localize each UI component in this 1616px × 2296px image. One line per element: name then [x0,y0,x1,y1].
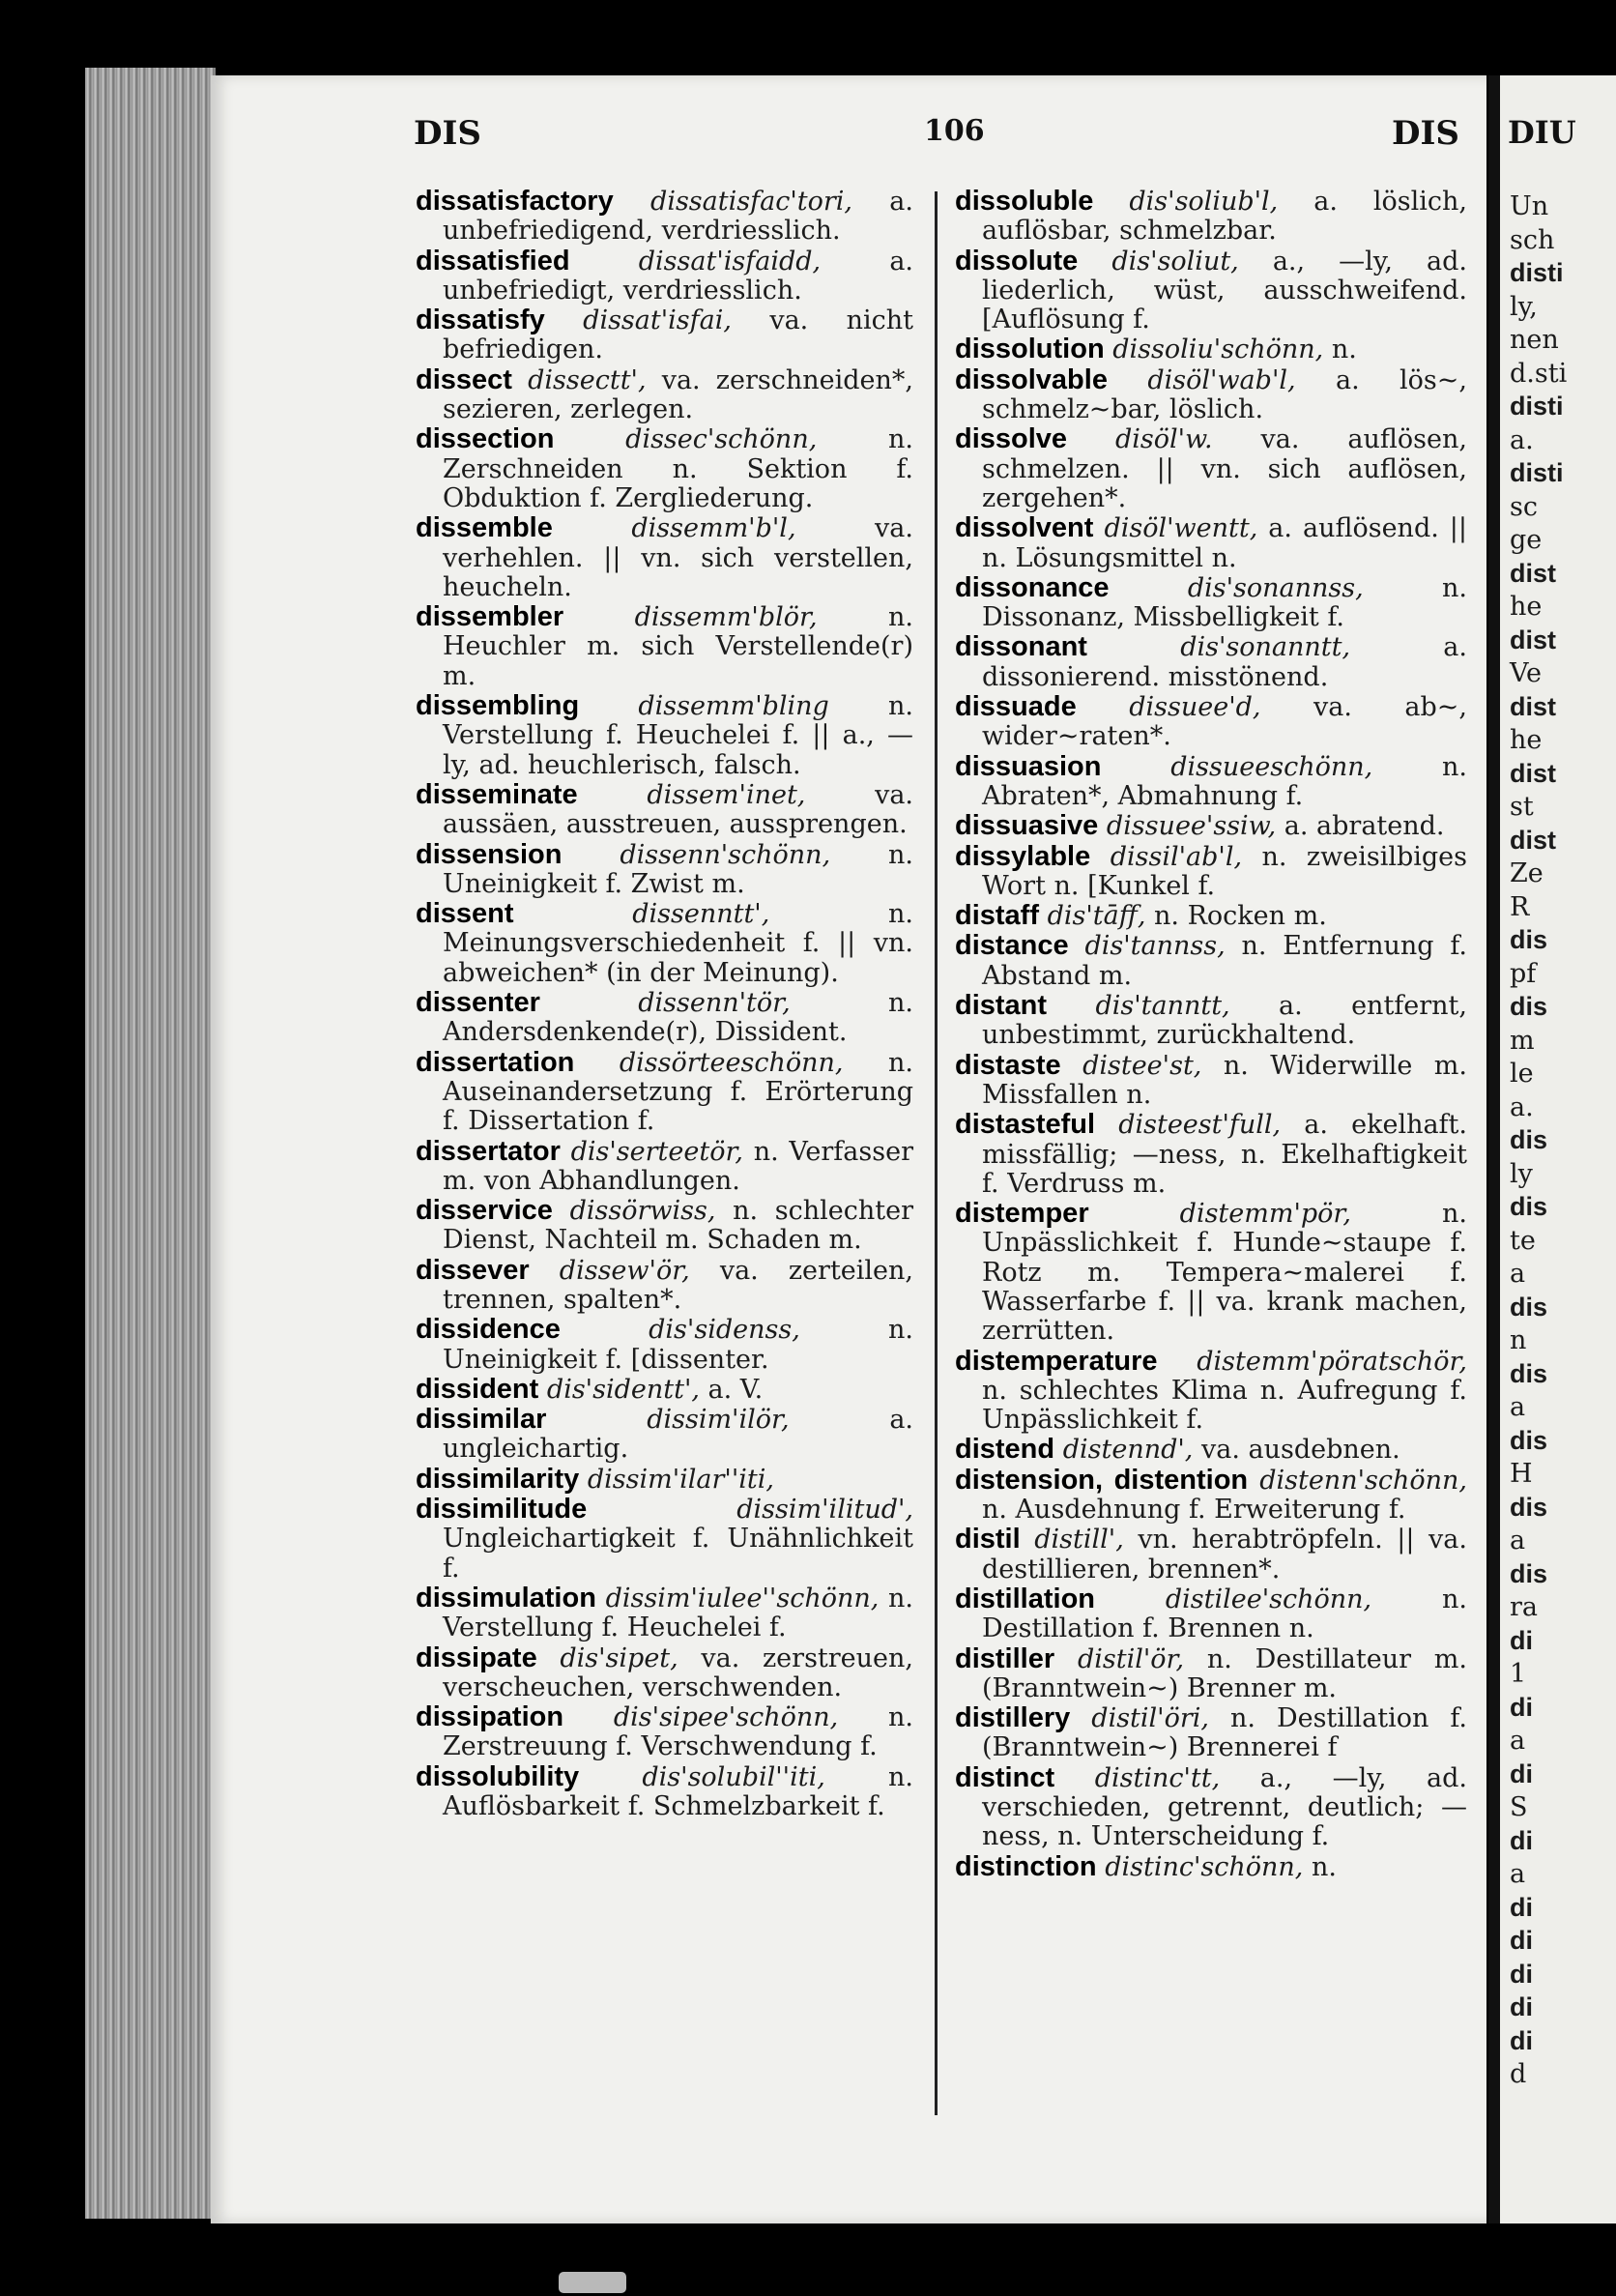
pronunciation: dissemm'bling [638,691,829,722]
pronunciation: distil'ör, [1077,1643,1185,1674]
next-page-line: sc [1510,491,1538,522]
headword: dissection [416,423,555,455]
dictionary-entry [955,424,1467,513]
headword: dissertation [416,1046,575,1078]
next-page-line: ly, [1510,291,1538,322]
next-page-line: 1 [1510,1659,1527,1689]
definition: a., —ly, ad. verschieden, getrennt, deutlich; —ness, n. Unterscheidung f. [982,1762,1468,1852]
book-page-edges [85,68,216,2219]
pronunciation: distemm'pör, [1179,1199,1351,1230]
next-page-line: H [1510,1459,1533,1489]
next-page-line: pf [1510,958,1537,989]
dictionary-entry [416,247,913,306]
headword: dissolution [955,334,1105,365]
dictionary-entry [416,1465,913,1495]
dictionary-entry [416,1584,913,1643]
definition: a. unbefriedigt, verdriesslich. [443,246,913,305]
dictionary-entry [416,1405,913,1465]
next-page-line: di [1510,1992,1533,2021]
column-divider [935,191,938,2115]
pronunciation: dissenn'tör, [638,988,791,1019]
dictionary-entry [955,991,1467,1051]
pronunciation: dissörwiss, [569,1196,716,1227]
pronunciation: dissörteeschönn, [619,1047,844,1078]
definition: n. Zerstreuung f. Verschwendung f. [443,1702,913,1762]
next-page-line: dist [1510,825,1557,855]
dictionary-entry [416,1048,913,1137]
definition: Ungleichartigkeit f. Unähnlichkeit f. [443,1524,913,1584]
dictionary-entry [955,187,1467,247]
definition: n. Andersdenkende(r), Dissident. [443,988,913,1048]
next-page-line: dis [1510,1125,1548,1154]
definition: vn. herabtröpfeln. || va. destillieren, brennen*. [982,1525,1467,1584]
pronunciation: disöl'wab'l, [1147,364,1296,395]
headword: disseminate [416,778,578,810]
headword: dissuade [955,691,1077,723]
dictionary-entry [416,1643,913,1703]
next-page-line: disti [1510,392,1564,421]
pronunciation: dissenntt', [632,899,770,930]
definition: va. ausdebnen. [1200,1435,1400,1466]
definition: va. zerstreuen, verscheuchen, verschwenden. [443,1642,913,1702]
next-page-line: dis [1510,1358,1548,1388]
dictionary-entry [955,247,1467,335]
dictionary-entry [416,899,913,988]
definition: va. aussäen, ausstreuen, aussprengen. [443,779,913,840]
left-column [416,187,913,1821]
next-page-line: d.sti [1510,358,1568,389]
definition: n. Verfasser m. von Abhandlungen. [443,1136,913,1196]
headword: dissimilar [416,1404,547,1436]
pronunciation: dissat'isfaidd, [638,246,822,276]
headword: dissembling [416,690,580,722]
headword: dissatisfy [416,305,545,336]
dictionary-entry [955,842,1467,902]
definition: n. Abraten*, Abmahnung f. [982,751,1467,811]
next-page-line: di [1510,2025,1533,2055]
definition: n. Auflösbarkeit f. Schmelzbarkeit f. [443,1761,913,1822]
next-page-line: dis [1510,1192,1548,1221]
pronunciation: distilee'schönn, [1165,1584,1372,1614]
definition: a. abratend. [1284,811,1445,842]
dictionary-entry [416,602,913,691]
definition: a. ekelhaft. missfällig; —ness, n. Ekelhaftigkeit f. Verdruss m. [982,1110,1467,1199]
headword: dissimilarity [416,1463,580,1495]
dictionary-entry [955,1703,1467,1763]
pronunciation: disöl'wentt, [1104,513,1258,544]
definition: a. entfernt, unbestimmt, zurückhaltend. [982,991,1467,1051]
next-page-line: dist [1510,758,1557,788]
next-page-line: a [1510,1726,1526,1756]
dictionary-entry [416,1256,913,1316]
definition: n. zweisilbiges Wort n. [Kunkel f. [982,841,1467,901]
headword: dissipation [416,1701,564,1733]
definition: n. Auseinandersetzung f. Erörterung f. Dissertation f. [443,1047,913,1137]
headword: dissertator [416,1135,561,1167]
definition: n. [1311,1851,1337,1882]
pronunciation: dissatisfac'tori, [650,187,852,217]
definition: a. unbefriedigend, verdriesslich. [443,187,913,247]
pronunciation: dissim'ilitud', [736,1495,913,1526]
pronunciation: dis'soliub'l, [1129,187,1279,217]
dictionary-entry [955,334,1467,364]
definition: n. Widerwille m. Missfallen n. [982,1050,1467,1110]
definition: a., —ly, ad. liederlich, wüst, ausschweifend. [Auflösung f. [982,246,1467,335]
dictionary-entry [955,1347,1467,1436]
next-page-line: di [1510,1692,1533,1722]
next-page-line: dist [1510,625,1557,654]
headword: dissemble [416,512,553,544]
headword: dissembler [416,601,564,633]
dictionary-entry [955,1199,1467,1346]
next-page-line: te [1510,1225,1536,1256]
headword: disservice [416,1195,553,1227]
next-page-line: Ze [1510,858,1544,888]
headword: distant [955,990,1048,1022]
headword: distil [955,1524,1021,1555]
next-page-line: he [1510,725,1543,755]
pronunciation: dis'sipet, [560,1642,678,1673]
headword: distaste [955,1049,1061,1081]
definition: n. Entfernung f. Abstand m. [982,931,1467,991]
headword: distasteful [955,1109,1096,1141]
dictionary-entry [416,1137,913,1197]
pronunciation: dis'sonanntt, [1180,632,1351,663]
definition: n. Heuchler m. sich Verstellende(r) m. [443,602,913,691]
pronunciation: dissuee'ssiw, [1106,811,1277,842]
definition: n. Uneinigkeit f. [dissenter. [443,1315,913,1375]
pronunciation: dis'tāff, [1047,901,1146,932]
pronunciation: dis'tanntt, [1095,991,1230,1022]
pronunciation: distemm'pöratschör, [1197,1346,1467,1377]
next-page-line: ge [1510,525,1543,555]
dictionary-entry [955,365,1467,425]
dictionary-entry [416,1375,913,1405]
pronunciation: distinc'schönn, [1105,1851,1304,1882]
dictionary-entry [955,1584,1467,1644]
headword: distend [955,1434,1055,1466]
definition: n. Dissonanz, Missbelligkeit f. [982,572,1467,633]
pronunciation: distil'öri, [1091,1703,1209,1734]
dictionary-entry [955,811,1467,841]
headword: dissension [416,838,563,870]
dictionary-entry [416,1762,913,1822]
pronunciation: dissemm'blör, [634,602,818,633]
next-page-line: disti [1510,458,1564,487]
headword: dissent [416,898,514,930]
pronunciation: distennd', [1062,1435,1194,1466]
dictionary-entry [955,1051,1467,1111]
next-page-line: di [1510,1758,1533,1788]
definition: n. Uneinigkeit f. Zwist m. [443,839,913,899]
headword: distinct [955,1761,1055,1793]
dictionary-entry [416,1196,913,1256]
next-page-line: dis [1510,1558,1548,1588]
next-page-line: di [1510,1926,1533,1955]
dictionary-entry [955,1466,1467,1526]
next-page-line: Ve [1510,658,1542,688]
pronunciation: disteest'full, [1118,1110,1282,1141]
next-page-line: le [1510,1059,1534,1089]
next-page-line: nen [1510,325,1559,355]
dictionary-entry [955,1644,1467,1704]
dictionary-entry [955,632,1467,692]
next-page-line: dist [1510,558,1557,588]
next-page-line: a. [1510,424,1534,455]
dictionary-entry [416,424,913,513]
pronunciation: disöl'w. [1115,424,1213,455]
headword: distiller [955,1642,1055,1674]
dictionary-entry [416,1315,913,1375]
next-page-fragment [1500,75,1616,2223]
next-page-line: a [1510,1392,1526,1422]
definition: va. nicht befriedigen. [443,305,913,365]
definition: a. auflösend. || n. Lösungsmittel n. [982,513,1467,573]
next-page-line: di [1510,1959,1533,1989]
next-page-line: a [1510,1259,1526,1289]
pronunciation: dis'sonannss, [1187,572,1364,603]
definition: a. dissonierend. misstönend. [982,632,1467,692]
next-page-line: dis [1510,1492,1548,1522]
definition: n. Ausdehnung f. Erweiterung f. [982,1495,1406,1526]
dictionary-entry [955,1110,1467,1199]
pronunciation: dissueeschönn, [1170,751,1373,782]
pronunciation: dis'sipee'schönn, [613,1702,839,1733]
dictionary-entry [955,1763,1467,1852]
headword: dissolute [955,245,1079,276]
next-page-line: he [1510,592,1543,622]
pronunciation: dis'sidenss, [649,1315,800,1346]
dictionary-entry [955,1525,1467,1584]
pronunciation: dissim'ilör, [647,1405,790,1436]
headword: dissolubility [416,1760,580,1792]
right-guide-word: DIS [1392,114,1459,153]
headword: dissuasion [955,750,1102,782]
next-page-line: Un [1510,191,1549,221]
scan-clip-mark [559,2272,626,2293]
dictionary-entry [416,305,913,365]
pronunciation: dis'solubil''iti, [642,1761,825,1792]
next-page-line: R [1510,891,1530,922]
next-page-line: a. [1510,1091,1534,1122]
definition: n. Meinungsverschiedenheit f. || vn. abweichen* (in der Meinung). [443,899,913,988]
headword: dissatisfactory [416,186,614,217]
headword: dissipate [416,1642,537,1673]
definition: n. [1331,334,1357,365]
next-page-line: dis [1510,925,1548,954]
dictionary-entry [955,931,1467,991]
pronunciation: dissectt', [528,364,647,395]
definition: n. Verstellung f. Heuchelei f. || a., —ly, ad. heuchlerisch, falsch. [443,691,913,780]
pronunciation: dissim'ilar''iti, [587,1464,774,1495]
dictionary-entry [955,513,1467,573]
definition: va. auflösen, schmelzen. || vn. sich auflösen, zergehen*. [982,424,1467,513]
next-page-line: dis [1510,992,1548,1021]
definition: va. ab~, wider~raten*. [982,692,1467,752]
next-page-line: di [1510,1825,1533,1855]
next-page-line: ra [1510,1592,1539,1622]
headword: dissident [416,1373,539,1405]
headword: dissonant [955,631,1087,663]
dictionary-entry [955,1435,1467,1465]
headword: dissonance [955,571,1110,603]
headword: distance [955,930,1069,962]
definition: n. Unpässlichkeit f. Hunde~staupe f. Rotz m. Tempera~malerei f. Wasserfarbe f. || va. krank machen, zerrütten. [982,1199,1467,1347]
headword: dissimulation [416,1582,596,1613]
pronunciation: dissem'inet, [647,779,806,810]
headword: dissect [416,363,512,395]
headword: distemperature [955,1345,1158,1377]
pronunciation: distenn'schönn, [1259,1465,1467,1496]
headword: dissolvent [955,512,1094,544]
next-page-line: di [1510,1892,1533,1922]
definition: n. Destillation f. (Branntwein~) Brennerei f [982,1703,1468,1763]
pronunciation: dissim'iulee''schönn, [605,1583,880,1613]
page-number: 106 [924,114,985,148]
pronunciation: dissil'ab'l, [1110,841,1243,872]
next-page-line: d [1510,2059,1527,2089]
headword: dissimilitude [416,1494,588,1526]
pronunciation: dissuee'd, [1129,692,1261,723]
pronunciation: distee'st, [1082,1050,1202,1081]
headword: distemper [955,1198,1089,1230]
dictionary-entry [416,513,913,602]
pronunciation: dissenn'schönn, [620,839,831,870]
pronunciation: dis'tannss, [1084,931,1226,962]
definition: n. Zerschneiden n. Sektion f. Obduktion f. Zergliederung. [443,424,913,513]
next-page-line: n [1510,1325,1527,1355]
dictionary-entry [416,1495,913,1584]
definition: n. Destillation f. Brennen n. [982,1584,1467,1644]
next-page-line: a [1510,1526,1526,1555]
dictionary-entry [955,573,1467,633]
definition: a. V. [707,1374,764,1405]
pronunciation: distill', [1034,1525,1124,1555]
headword: dissidence [416,1314,561,1346]
definition: va. zerschneiden*, sezieren, zerlegen. [443,364,913,425]
dictionary-entry [416,780,913,840]
definition: va. zerteilen, trennen, spalten*. [443,1255,913,1315]
headword: distillery [955,1702,1071,1734]
dictionary-entry [416,365,913,425]
definition: a. löslich, auflösbar, schmelzbar. [982,187,1467,247]
pronunciation: dissec'schönn, [625,424,818,455]
dictionary-entry [955,1852,1467,1882]
next-page-line: sch [1510,224,1555,255]
headword: dissoluble [955,186,1094,217]
definition: a. ungleichartig. [443,1405,913,1465]
next-page-guide-word: DIU [1508,114,1576,151]
headword: distinction [955,1850,1097,1882]
pronunciation: dis'sidentt', [546,1374,700,1405]
definition: va. verhehlen. || vn. sich verstellen, heucheln. [443,513,913,602]
headword: dissolvable [955,363,1108,395]
headword: distillation [955,1583,1095,1614]
pronunciation: distinc'tt, [1094,1762,1221,1793]
headword: dissenter [416,987,540,1019]
next-page-line: m [1510,1025,1535,1056]
definition: n. Verstellung f. Heuchelei f. [443,1583,913,1643]
right-column [955,187,1467,1882]
pronunciation: dissemm'b'l, [631,513,796,544]
definition: n. schlechter Dienst, Nachteil m. Schaden m. [443,1196,913,1256]
dictionary-entry [416,988,913,1048]
next-page-line: dist [1510,691,1557,721]
dictionary-entry [955,692,1467,752]
definition: n. schlechtes Klima n. Aufregung f. Unpässlichkeit f. [982,1375,1467,1436]
next-page-line: disti [1510,258,1564,287]
dictionary-entry [955,901,1467,931]
headword: distaff [955,900,1039,932]
headword: dissatisfied [416,245,570,276]
pronunciation: dis'serteetör, [570,1136,743,1167]
dictionary-entry [416,691,913,780]
definition: a. lös~, schmelz~bar, löslich. [982,364,1467,425]
headword: distension, distention [955,1464,1249,1496]
dictionary-entry [955,752,1467,812]
pronunciation: dis'soliut, [1111,246,1239,276]
next-page-line: ly [1510,1158,1533,1189]
headword: dissuasive [955,810,1099,842]
pronunciation: dissew'ör, [559,1255,690,1286]
pronunciation: dissat'isfai, [583,305,732,336]
pronunciation: dissoliu'schönn, [1112,334,1324,365]
next-page-line: st [1510,792,1534,822]
next-page-line: dis [1510,1425,1548,1455]
next-page-line: dis [1510,1292,1548,1322]
dictionary-entry [416,840,913,900]
next-page-line: a [1510,1859,1526,1889]
headword: dissylable [955,840,1091,872]
dictionary-entry [416,187,913,247]
dictionary-entry [416,1702,913,1762]
definition: n. Destillateur m. (Branntwein~) Brenner m. [982,1643,1467,1703]
next-page-line: di [1510,1625,1533,1655]
headword: dissolve [955,423,1068,455]
headword: dissever [416,1254,530,1286]
next-page-line: S [1510,1792,1528,1822]
definition: n. Rocken m. [1154,901,1327,932]
book-gutter [1488,75,1500,2223]
left-guide-word: DIS [414,114,481,153]
